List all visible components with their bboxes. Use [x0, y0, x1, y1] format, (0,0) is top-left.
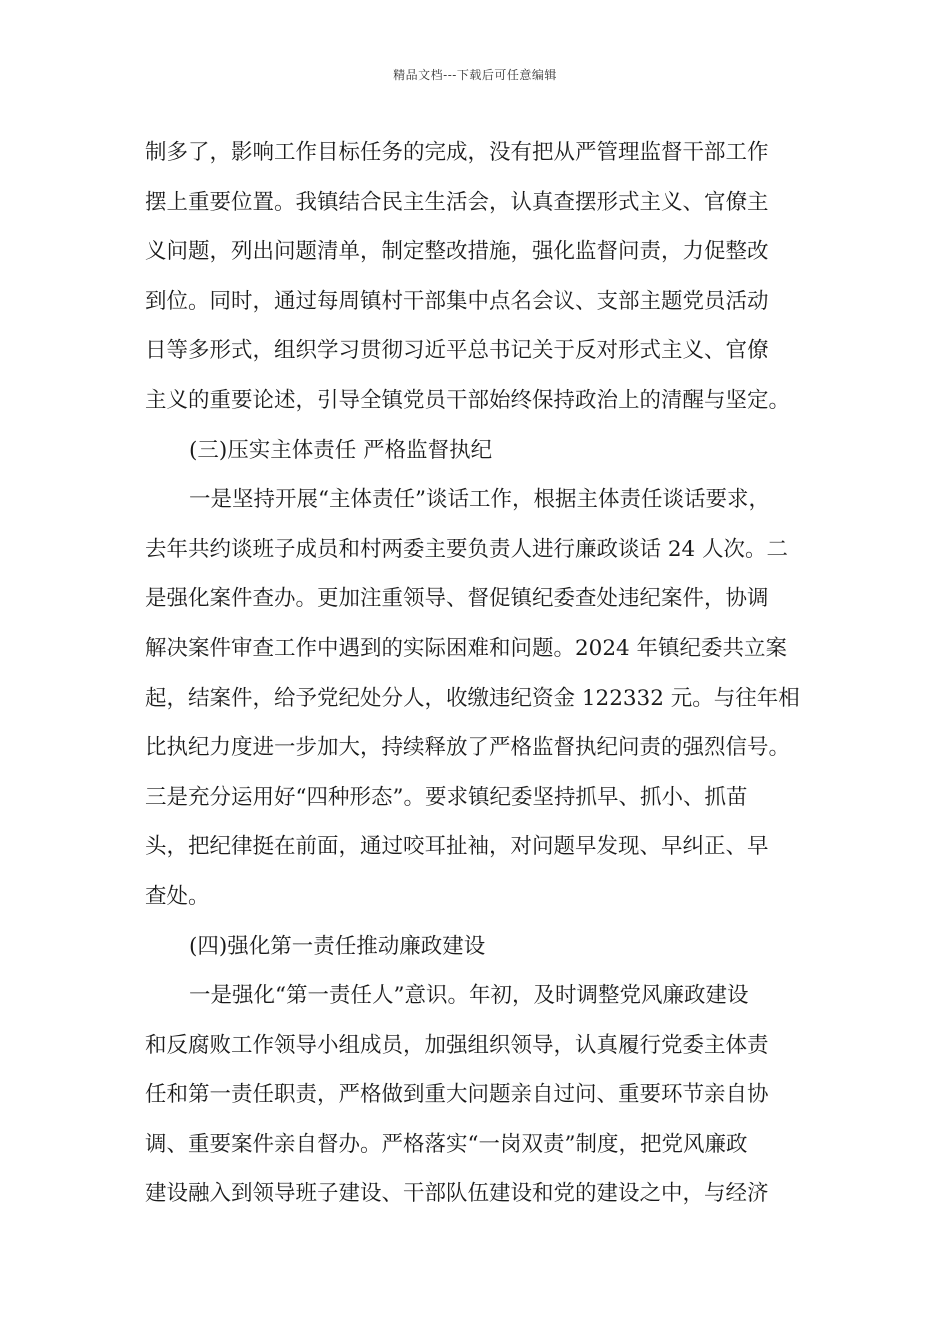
page-header: 精品文档---下载后可任意编辑 [393, 68, 557, 82]
paragraph-first-line: 一是强化“第一责任人”意识。年初，及时调整党风廉政建设 [189, 983, 749, 1009]
body-line: 义问题，列出问题清单，制定整改措施，强化监督问责，力促整改 [145, 239, 769, 265]
section-heading: (四)强化第一责任推动廉政建设 [189, 933, 486, 959]
document-body [145, 128, 825, 1219]
body-line: 调、重要案件亲自督办。严格落实“一岗双责”制度，把党风廉政 [145, 1131, 748, 1157]
body-line: 到位。同时，通过每周镇村干部集中点名会议、支部主题党员活动 [145, 288, 769, 314]
body-line: 比执纪力度进一步加大，持续释放了严格监督执纪问责的强烈信号。 [145, 735, 791, 761]
body-line: 查处。 [145, 883, 210, 909]
body-line: 制多了，影响工作目标任务的完成，没有把从严管理监督干部工作 [145, 140, 769, 165]
body-line: 是强化案件查办。更加注重领导、督促镇纪委查处违纪案件，协调 [145, 586, 769, 612]
body-line: 建设融入到领导班子建设、干部队伍建设和党的建设之中，与经济 [145, 1181, 769, 1207]
body-line: 摆上重要位置。我镇结合民主生活会，认真查摆形式主义、官僚主 [145, 189, 769, 215]
body-line: 去年共约谈班子成员和村两委主要负责人进行廉政谈话 24 人次。二 [145, 536, 789, 562]
body-line: 主义的重要论述，引导全镇党员干部始终保持政治上的清醒与坚定。 [145, 387, 791, 413]
body-line: 解决案件审查工作中遇到的实际困难和问题。2024 年镇纪委共立案 [145, 635, 788, 661]
body-line: 任和第一责任职责，严格做到重大问题亲自过问、重要环节亲自协 [145, 1082, 769, 1108]
body-line: 三是充分运用好“四种形态”。要求镇纪委坚持抓早、抓小、抓苗 [145, 784, 748, 810]
body-line: 起，结案件，给予党纪处分人，收缴违纪资金 122332 元。与往年相 [145, 685, 800, 711]
body-line: 日等多形式，组织学习贯彻习近平总书记关于反对形式主义、官僚 [145, 338, 769, 364]
body-line: 头，把纪律挺在前面，通过咬耳扯袖，对问题早发现、早纠正、早 [145, 834, 769, 860]
paragraph-first-line: 一是坚持开展“主体责任”谈话工作，根据主体责任谈话要求， [189, 487, 770, 513]
section-heading: (三)压实主体责任 严格监督执纪 [189, 437, 493, 463]
body-line: 和反腐败工作领导小组成员，加强组织领导，认真履行党委主体责 [145, 1032, 769, 1058]
